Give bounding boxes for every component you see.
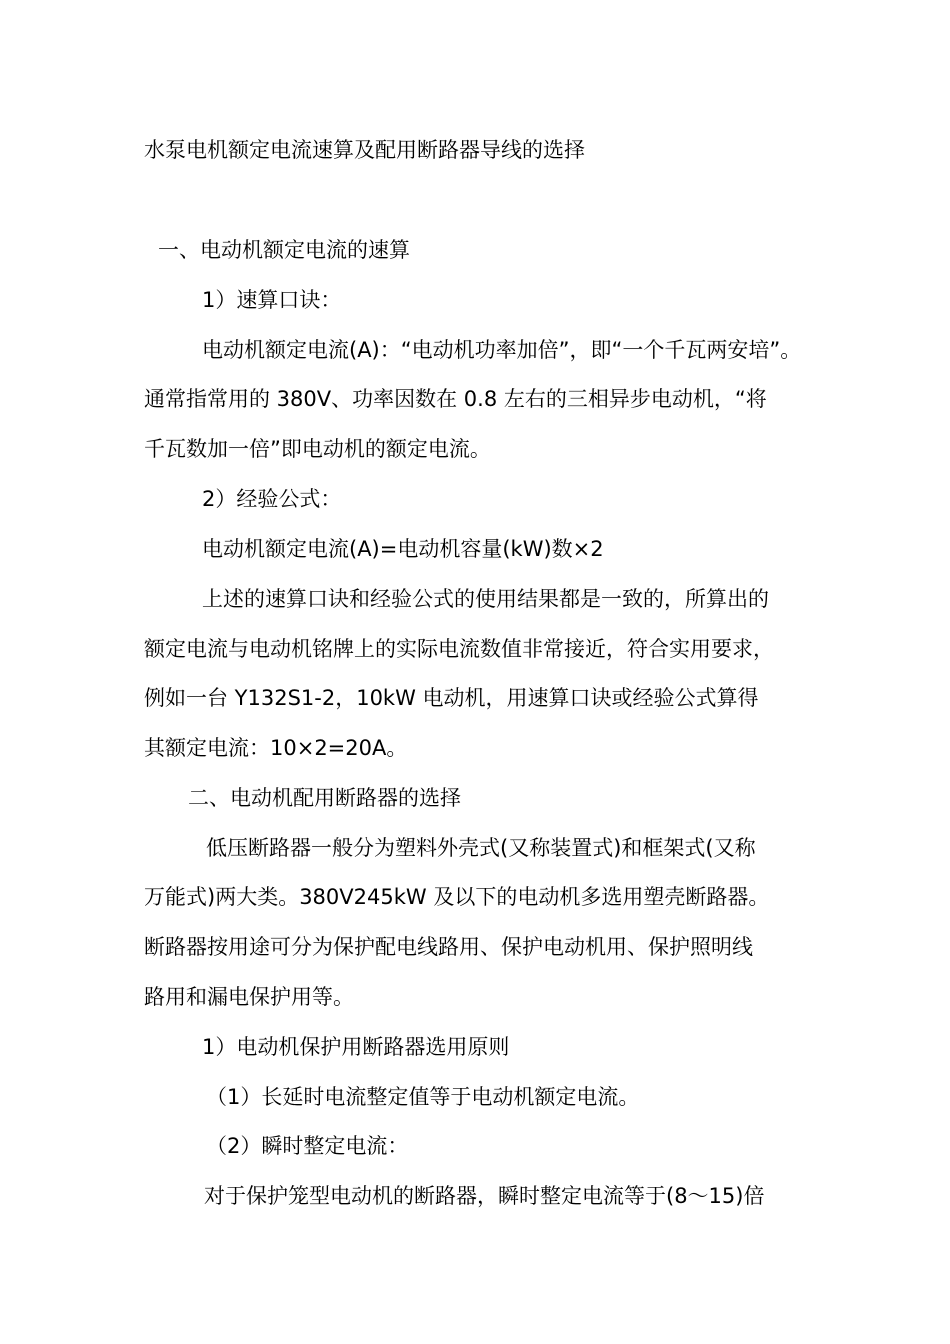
- paragraph-line: 对于保护笼型电动机的断路器，瞬时整定电流等于(8～15)倍: [204, 1184, 765, 1208]
- section-heading-1: 一、电动机额定电流的速算: [158, 238, 410, 262]
- formula-line: 电动机额定电流(A)=电动机容量(kW)数×2: [202, 537, 604, 561]
- subheading-breaker-principle: 1）电动机保护用断路器选用原则: [202, 1035, 510, 1059]
- paragraph-line: 通常指常用的 380V、功率因数在 0.8 左右的三相异步电动机，“将: [144, 387, 767, 411]
- paragraph-line: 上述的速算口诀和经验公式的使用结果都是一致的，所算出的: [202, 587, 769, 611]
- document-title: 水泵电机额定电流速算及配用断路器导线的选择: [144, 138, 585, 162]
- paragraph-line: 万能式)两大类。380V245kW 及以下的电动机多选用塑壳断路器。: [144, 885, 770, 909]
- subheading-quick-formula: 1）速算口诀：: [202, 288, 342, 312]
- subheading-empirical-formula: 2）经验公式：: [202, 487, 342, 511]
- paragraph-line: 低压断路器一般分为塑料外壳式(又称装置式)和框架式(又称: [206, 836, 756, 860]
- section-heading-2: 二、电动机配用断路器的选择: [188, 786, 461, 810]
- list-item: （1）长延时电流整定值等于电动机额定电流。: [206, 1085, 640, 1109]
- paragraph-line: 路用和漏电保护用等。: [144, 985, 354, 1009]
- list-item: （2）瞬时整定电流：: [206, 1134, 409, 1158]
- paragraph-line: 千瓦数加一倍”即电动机的额定电流。: [144, 437, 491, 461]
- paragraph-line: 电动机额定电流(A)：“电动机功率加倍”，即“一个千瓦两安培”。: [202, 338, 802, 362]
- paragraph-line: 额定电流与电动机铭牌上的实际电流数值非常接近，符合实用要求，: [144, 637, 774, 661]
- paragraph-line: 其额定电流：10×2=20A。: [144, 736, 408, 760]
- paragraph-line: 例如一台 Y132S1-2，10kW 电动机，用速算口诀或经验公式算得: [144, 686, 759, 710]
- paragraph-line: 断路器按用途可分为保护配电线路用、保护电动机用、保护照明线: [144, 935, 753, 959]
